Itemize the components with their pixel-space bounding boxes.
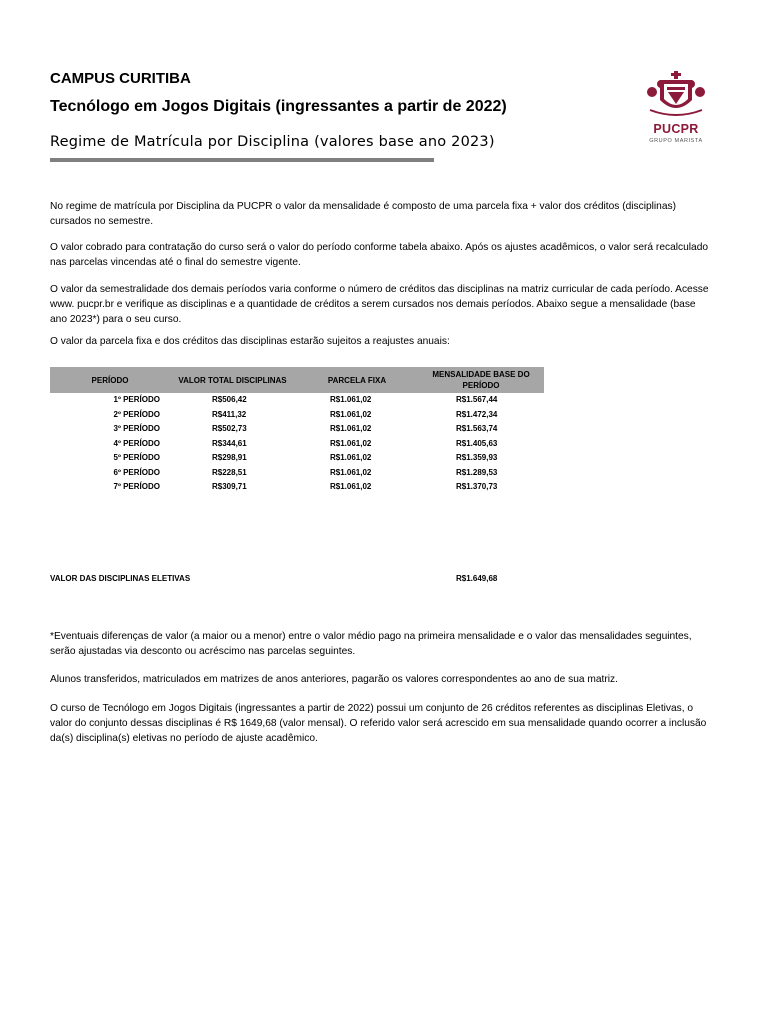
cell-periodo: 2º PERÍODO	[113, 409, 160, 419]
table-row	[50, 437, 544, 452]
cell-periodo: 4º PERÍODO	[113, 438, 160, 448]
cell-parcela-fixa: R$1.061,02	[330, 409, 372, 419]
table-row	[50, 451, 544, 466]
cell-periodo: 6º PERÍODO	[113, 467, 160, 477]
title-divider	[50, 158, 434, 162]
course-title: Tecnólogo em Jogos Digitais (ingressantes a partir de 2022)	[50, 98, 507, 115]
cell-mensalidade: R$1.472,34	[456, 409, 498, 419]
table-row	[50, 408, 544, 423]
eletivas-value: R$1.649,68	[456, 574, 498, 583]
regime-subtitle: Regime de Matrícula por Disciplina (valores base ano 2023)	[50, 134, 495, 150]
cell-valor-total: R$502,73	[212, 424, 247, 433]
table-row	[50, 422, 544, 437]
cell-valor-total: R$228,51	[212, 467, 247, 477]
cell-parcela-fixa: R$1.061,02	[330, 438, 372, 448]
cell-periodo: 7º PERÍODO	[113, 482, 160, 491]
cell-valor-total: R$344,61	[212, 438, 247, 448]
tuition-table	[50, 367, 544, 495]
transfer-paragraph: Alunos transferidos, matriculados em matrizes de anos anteriores, pagarão os valores correspondentes ao ano de sua matriz.	[50, 674, 618, 685]
eletivas-label: VALOR DAS DISCIPLINAS ELETIVAS	[50, 574, 191, 583]
cell-parcela-fixa: R$1.061,02	[330, 482, 372, 491]
cell-mensalidade: R$1.405,63	[456, 438, 498, 448]
pucpr-crest-icon	[638, 70, 714, 122]
eletivas-paragraph: O curso de Tecnólogo em Jogos Digitais (ingressantes a partir de 2022) possui um conjunto de 26 créditos referentes as disciplinas Eletivas, o valor do conjunto dessas disciplinas é R$ 1649,68 (valor mensal). O referido valor será acrescido em sua mensalidade quando ocorrer a inclusão da(s) disciplina(s) eletivas no período de ajuste acadêmico.	[50, 703, 707, 744]
cell-parcela-fixa: R$1.061,02	[330, 467, 372, 477]
cell-parcela-fixa: R$1.061,02	[330, 424, 372, 433]
cell-parcela-fixa: R$1.061,02	[330, 395, 372, 404]
cell-valor-total: R$411,32	[212, 409, 247, 419]
header-valor-total: VALOR TOTAL DISCIPLINAS	[178, 375, 287, 385]
cell-mensalidade: R$1.567,44	[456, 395, 498, 404]
cell-periodo: 1º PERÍODO	[113, 395, 160, 404]
cell-valor-total: R$309,71	[212, 482, 247, 491]
table-row	[50, 393, 544, 408]
cell-valor-total: R$506,42	[212, 395, 247, 404]
header-periodo: PERÍODO	[91, 375, 129, 385]
cell-mensalidade: R$1.359,93	[456, 453, 498, 462]
pucpr-logo	[638, 70, 714, 150]
campus-title: CAMPUS CURITIBA	[50, 70, 191, 87]
header-mensalidade: MENSALIDADE BASE DO PERÍODO	[432, 370, 530, 390]
cell-parcela-fixa: R$1.061,02	[330, 453, 372, 462]
adjustment-paragraph: O valor da parcela fixa e dos créditos das disciplinas estarão sujeitos a reajustes anuais:	[50, 336, 450, 347]
table-row	[50, 480, 544, 495]
footnote-paragraph: *Eventuais diferenças de valor (a maior ou a menor) entre o valor médio pago na primeira mensalidade e o valor das mensalidades seguintes, serão ajustadas via desconto ou acréscimo nas parcelas seguintes.	[50, 631, 692, 657]
table-row	[50, 466, 544, 481]
cell-mensalidade: R$1.370,73	[456, 482, 498, 491]
cell-valor-total: R$298,91	[212, 453, 247, 462]
cell-periodo: 5º PERÍODO	[113, 453, 160, 462]
semester-paragraph: O valor da semestralidade dos demais períodos varia conforme o número de créditos das disciplinas na matriz curricular de cada período. Acesse www. pucpr.br e verifique as disciplinas e a quantidade de créditos a serem cursados nos demais períodos. Abaixo segue a mensalidade (base ano 2023*) para o seu curso.	[50, 284, 709, 325]
logo-subtitle: GRUPO MARISTA	[649, 138, 703, 144]
table-header	[50, 367, 544, 393]
cell-mensalidade: R$1.563,74	[456, 424, 498, 433]
billing-paragraph: O valor cobrado para contratação do curso será o valor do período conforme tabela abaixo. Após os ajustes acadêmicos, o valor será recalculado nas parcelas vincendas até o final do semestre vigente.	[50, 242, 709, 268]
intro-paragraph: No regime de matrícula por Disciplina da PUCPR o valor da mensalidade é composto de uma parcela fixa + valor dos créditos (disciplinas) cursados no semestre.	[50, 201, 676, 227]
cell-periodo: 3º PERÍODO	[113, 424, 160, 433]
cell-mensalidade: R$1.289,53	[456, 467, 498, 477]
header-parcela-fixa: PARCELA FIXA	[327, 375, 387, 385]
logo-name: PUCPR	[653, 122, 699, 136]
